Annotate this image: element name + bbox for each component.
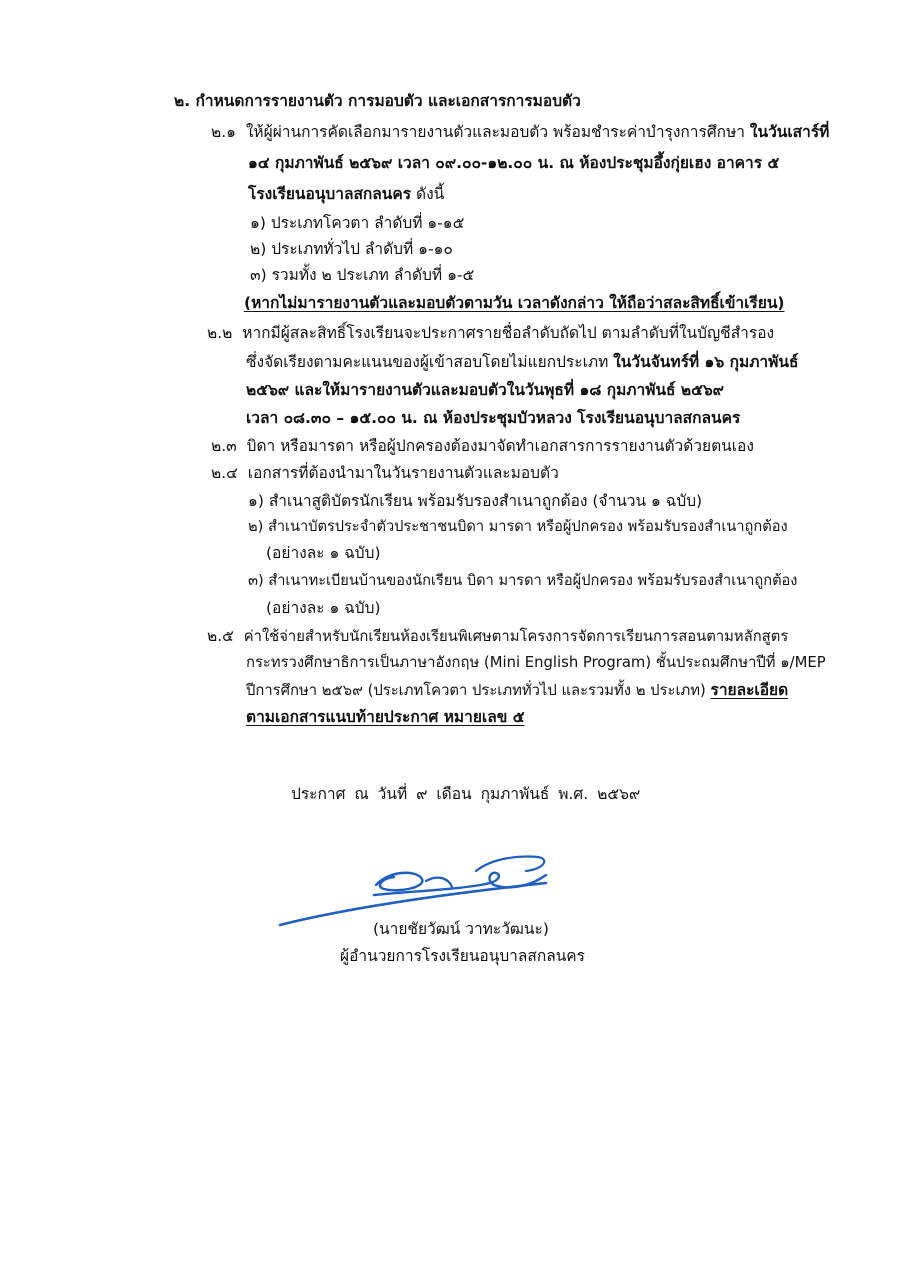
item-text: ค่าใช้จ่ายสำหรับนักเรียนห้องเรียนพิเศษตามโครงการจัดการเรียนการสอนตามหลักสูตร <box>243 628 789 645</box>
item-2-1-sub-2: ๒) ประเภททั่วไป ลำดับที่ ๑-๑๐ <box>250 240 453 258</box>
item-date-emphasis: ในวันเสาร์ที่ <box>749 123 830 141</box>
signature-top-stroke <box>476 857 544 871</box>
item-2-2-line-3: ๒๕๖๙ และให้มารายงานตัวและมอบตัวในวันพุธที่ ๑๘ กุมภาพันธ์ ๒๕๖๙ <box>246 381 725 399</box>
item-2-4-sub-3b: (อย่างละ ๑ ฉบับ) <box>266 599 381 617</box>
item-2-1-sub-1: ๑) ประเภทโควตา ลำดับที่ ๑-๑๕ <box>250 214 465 232</box>
item-2-2-line-4: เวลา ๐๘.๓๐ – ๑๕.๐๐ น. ณ ห้องประชุมบัวหลวง โรงเรียนอนุบาลสกลนคร <box>246 409 741 427</box>
item-2-4-sub-2a: ๒) สำเนาบัตรประจำตัวประชาชนบิดา มารดา หรือผู้ปกครอง พร้อมรับรองสำเนาถูกต้อง <box>248 518 788 535</box>
item-number: ๒.๕ <box>207 627 234 645</box>
item-date-emphasis: ในวันจันทร์ที่ ๑๖ กุมภาพันธ์ <box>613 353 799 371</box>
item-2-4 <box>211 462 559 484</box>
item-2-1-warning: (หากไม่มารายงานตัวและมอบตัวตามวัน เวลาดังกล่าว ให้ถือว่าสละสิทธิ์เข้าเรียน) <box>244 294 785 312</box>
item-2-3 <box>211 435 754 457</box>
item-text: เอกสารที่ต้องนำมาในวันรายงานตัวและมอบตัว <box>247 464 559 482</box>
item-text: ดังนี้ <box>411 185 445 203</box>
item-2-5-line-4: ตามเอกสารแนบท้ายประกาศ หมายเลข ๕ <box>246 708 525 726</box>
item-2-1-sub-3: ๓) รวมทั้ง ๒ ประเภท ลำดับที่ ๑-๕ <box>250 266 475 284</box>
school-name: โรงเรียนอนุบาลสกลนคร <box>248 185 412 203</box>
item-2-4-sub-3a: ๓) สำเนาทะเบียนบ้านของนักเรียน บิดา มารดา หรือผู้ปกครอง พร้อมรับรองสำเนาถูกต้อง <box>248 572 798 589</box>
item-number: ๒.๒ <box>207 324 233 342</box>
item-number: ๒.๓ <box>211 437 237 455</box>
item-text: ปีการศึกษา ๒๕๖๙ (ประเภทโควตา ประเภททั่วไป และรวมทั้ง ๒ ประเภท) <box>246 682 711 699</box>
item-2-5-line-3 <box>246 679 788 702</box>
signer-name: (นายชัยวัฒน์ วาทะวัฒนะ) <box>373 920 549 938</box>
item-2-2-line-2 <box>246 351 798 373</box>
signature-strokes <box>280 857 546 925</box>
item-2-1-line-2: ๑๔ กุมภาพันธ์ ๒๕๖๙ เวลา ๐๙.๐๐-๑๒.๐๐ น. ณ ห้องประชุมอึ้งกุ่ยเฮง อาคาร ๕ <box>248 154 780 172</box>
signer-position: ผู้อำนวยการโรงเรียนอนุบาลสกลนคร <box>340 947 585 965</box>
item-2-4-sub-2b: (อย่างละ ๑ ฉบับ) <box>266 544 381 562</box>
item-2-5-line-1 <box>207 625 788 648</box>
announcement-date: ประกาศ ณ วันที่ ๙ เดือน กุมภาพันธ์ พ.ศ. ๒๕๖๙ <box>291 785 641 803</box>
item-2-4-sub-1: ๑) สำเนาสูติบัตรนักเรียน พร้อมรับรองสำเนาถูกต้อง (จำนวน ๑ ฉบับ) <box>248 492 703 510</box>
item-number: ๒.๔ <box>211 464 238 482</box>
item-2-1-line-1 <box>211 121 829 143</box>
signature-loop-stroke <box>376 873 422 891</box>
item-text: ให้ผู้ผ่านการคัดเลือกมารายงานตัวและมอบตัว พร้อมชำระค่าบำรุงการศึกษา <box>245 123 750 141</box>
item-number: ๒.๑ <box>211 123 236 141</box>
item-text: หากมีผู้สละสิทธิ์โรงเรียนจะประกาศรายชื่อลำดับถัดไป ตามลำดับที่ในบัญชีสำรอง <box>242 324 775 342</box>
item-text: ซึ่งจัดเรียงตามคะแนนของผู้เข้าสอบโดยไม่แยกประเภท <box>246 353 614 371</box>
item-2-1-line-3 <box>248 183 444 205</box>
section-heading: ๒. กำหนดการรายงานตัว การมอบตัว และเอกสารการมอบตัว <box>174 92 581 110</box>
signature-main-stroke <box>374 873 546 895</box>
details-reference: รายละเอียด <box>710 681 789 699</box>
item-2-5-line-2: กระทรวงศึกษาธิการเป็นภาษาอังกฤษ (Mini English Program) ชั้นประถมศึกษาปีที่ ๑/MEP <box>246 654 826 671</box>
item-2-2-line-1 <box>207 322 774 344</box>
item-text: บิดา หรือมารดา หรือผู้ปกครองต้องมาจัดทำเอกสารการรายงานตัวด้วยตนเอง <box>246 437 754 455</box>
signature-mid-stroke <box>426 878 452 887</box>
